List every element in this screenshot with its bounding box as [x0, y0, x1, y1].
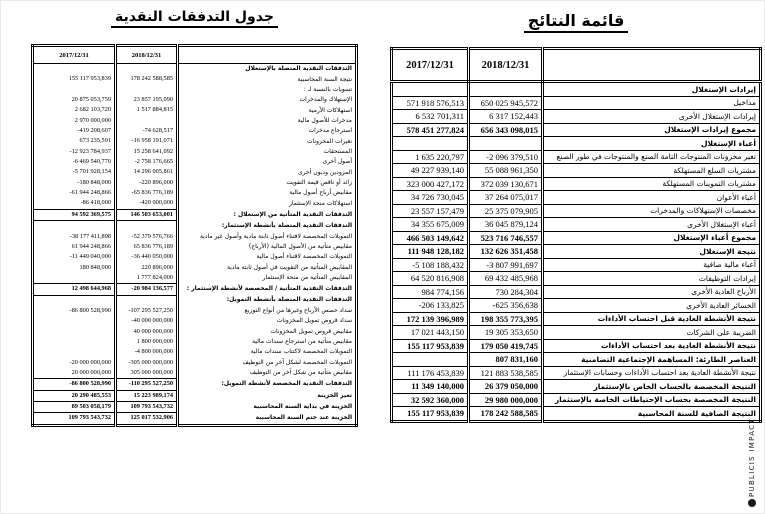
cell-label: التدفقات النقدية المتصلة بأنشطة التمويل: [226, 296, 352, 304]
cell-label: مجموع إيرادات الإستغلال [664, 125, 756, 134]
cell-value-2017: -86 800 528,990 [33, 306, 116, 316]
cashflow-title-text: جدول التدفقات النقدية [111, 9, 278, 28]
table-row [33, 157, 357, 167]
cell-label: مقابيض متأتية من الأصول المالية (الأرباح) [248, 243, 352, 251]
cell-value-2017: 1 635 220,797 [392, 150, 469, 164]
cell-value-2018: 69 432 485,968 [469, 272, 543, 286]
cell-value-2018: 656 343 098,015 [469, 123, 543, 137]
cell-value-2018: -4 800 000,000 [116, 347, 178, 357]
table-row [33, 95, 357, 105]
table-row [33, 198, 357, 209]
income-column-2017: 2017/12/31 [392, 49, 469, 82]
table-row [392, 218, 761, 232]
cell-label: نتيجة الأنشطة العادية بعد احتساب الأداءات [601, 341, 756, 350]
cell-label: تغير مخزونات المنتوجات التامة الصنع والمنتوجات في طور الصنع [556, 152, 756, 161]
cell-value-2017 [33, 85, 116, 95]
table-row [392, 164, 761, 178]
cell-value-2017: 323 000 427,172 [392, 177, 469, 191]
cell-value-2018: 37 264 075,017 [469, 191, 543, 205]
cell-value-2018: 146 503 653,001 [116, 209, 178, 220]
cell-value-2017: 111 176 453,839 [392, 366, 469, 380]
cell-value-2017: -61 944 248,866 [33, 188, 116, 198]
cell-value-2018: -2 758 176,665 [116, 157, 178, 167]
cell-value-2017: 180 848,000 [33, 263, 116, 273]
income-title-text: قائمة النتائج [524, 11, 629, 33]
table-row [33, 263, 357, 273]
cell-label: التدفقات النقدية المتأتية / المخصصة لأنشطة الإستثمار : [186, 285, 352, 293]
cell-value-2017: -6 469 540,770 [33, 157, 116, 167]
cell-value-2018 [116, 85, 178, 95]
table-row [33, 368, 357, 379]
cell-value-2017 [33, 64, 116, 75]
cell-label: زائد أو ناقص قيمة التفويت [286, 178, 352, 186]
cell-label: أعباء مالية صافية [703, 260, 756, 269]
income-header-row [392, 49, 761, 82]
table-row [392, 393, 761, 407]
cell-value-2017: 17 021 443,150 [392, 326, 469, 340]
table-row [33, 306, 357, 316]
cell-value-2017: -419 208,607 [33, 126, 116, 136]
cell-value-2017: 23 557 157,479 [392, 204, 469, 218]
cell-value-2018: 15 223 989,174 [116, 390, 178, 401]
cell-value-2018: -16 958 191,071 [116, 136, 178, 146]
cell-label: المستحقات [323, 147, 352, 155]
cell-label: التدفقات النقدية المخصصة لأنشطة التمويل: [221, 380, 352, 388]
cell-label: الإستهلاك والمدخرات [299, 96, 352, 104]
cell-value-2018: -625 356,638 [469, 299, 543, 313]
cell-value-2018: 132 626 351,458 [469, 245, 543, 259]
cell-value-2018: 109 793 543,732 [116, 402, 178, 413]
table-row [392, 204, 761, 218]
table-row [392, 231, 761, 245]
cell-value-2018: 15 258 641,092 [116, 147, 178, 157]
cell-label: مشتريات التموينات المستهلكة [662, 179, 756, 188]
publicis-impact-brand [748, 411, 760, 497]
cell-value-2018: -20 984 136,577 [116, 284, 178, 295]
table-row [33, 273, 357, 284]
table-row [33, 178, 357, 188]
table-row [33, 316, 357, 326]
cell-value-2018: 125 017 532,906 [116, 413, 178, 425]
cell-value-2018: 26 379 050,000 [469, 380, 543, 394]
cell-label: المزودين وديون أخرى [297, 168, 352, 176]
income-title [390, 11, 762, 30]
cell-value-2017 [392, 353, 469, 367]
cell-label: أعباء الإستغلال [700, 138, 756, 148]
cell-label: تغير الخزينة [317, 391, 352, 399]
cell-value-2017: 94 592 369,575 [33, 209, 116, 220]
cell-value-2018: -65 836 776,189 [116, 188, 178, 198]
cell-value-2017 [33, 327, 116, 337]
cell-label: أعباء الإستغلال الأخرى [687, 219, 756, 229]
cell-label: الخزينة في بداية السنة المحاسبية [253, 403, 352, 411]
cell-value-2017: -11 449 040,000 [33, 252, 116, 262]
cell-value-2018: 650 025 945,572 [469, 96, 543, 110]
cell-value-2018: 198 355 773,395 [469, 312, 543, 326]
cell-label: إيرادات التوظيفات [698, 273, 756, 283]
income-column-2018: 2018/12/31 [469, 49, 543, 82]
cell-value-2018 [469, 137, 543, 151]
cell-value-2018 [116, 295, 178, 306]
cell-value-2017: 2 682 103,720 [33, 105, 116, 115]
cell-value-2017 [33, 273, 116, 284]
cell-label: مخصصات الإستهلاكات والمدخرات [650, 206, 756, 215]
table-row [392, 366, 761, 380]
table-row [392, 245, 761, 259]
cell-label: التدفقات النقدية المتأتية من الإستغلال : [233, 210, 352, 218]
table-row [392, 285, 761, 299]
cell-label: مقابيض متأتية من استرجاع سندات مالية [252, 338, 352, 346]
cell-value-2017 [33, 337, 116, 347]
cashflow-column-2017: 2017/12/31 [33, 46, 116, 64]
cell-label: إيرادات الإستغلال [691, 84, 756, 94]
cell-value-2018: 1 517 884,815 [116, 105, 178, 115]
cell-label: التدفقات النقدية المتصلة بأنشطة الإستثمار: [221, 222, 352, 230]
cell-label: نتيجة الأنشطة العادية قبل احتساب الأداءات [597, 314, 756, 323]
cell-label: التمويلات المخصصة لاقتناء أصول مالية [256, 253, 352, 261]
cell-value-2017: -180 848,000 [33, 178, 116, 188]
table-row [33, 358, 357, 368]
cell-value-2018: 29 980 000,000 [469, 393, 543, 407]
table-row [33, 167, 357, 177]
table-row [33, 116, 357, 126]
cell-value-2018: -74 628,517 [116, 126, 178, 136]
cell-label: النتيجة الصافية للسنة المحاسبية [637, 408, 756, 418]
cell-value-2018: -52 379 576,766 [116, 232, 178, 242]
cell-label: استهلاكات الأرمية [308, 106, 352, 114]
cell-label: المقابيض المتأتية من التفويت في أصول ثابتة مادية [227, 263, 352, 271]
table-row [33, 85, 357, 95]
cell-label: أصول أخرى [322, 158, 352, 166]
cell-value-2018: -2 096 379,510 [469, 150, 543, 164]
table-row [392, 82, 761, 97]
cell-value-2017 [33, 316, 116, 326]
cell-value-2017 [33, 221, 116, 232]
cell-value-2017: 673 235,591 [33, 136, 116, 146]
table-row [33, 402, 357, 413]
cell-value-2017: -12 923 784,937 [33, 147, 116, 157]
table-row [33, 126, 357, 136]
table-row [392, 96, 761, 110]
cell-label: سداد قروض تمويل المخزونات [276, 317, 352, 325]
table-row [392, 123, 761, 137]
cashflow-table [31, 44, 358, 427]
cell-label: التمويلات المخصصة لاكتتاب سندات مالية [250, 348, 352, 356]
cell-label: التدفقات النقدية المتصلة بالإستغلال [245, 65, 352, 73]
cell-label: مدخرات للأصول مالية [297, 116, 352, 124]
cell-value-2017: -5 701 928,154 [33, 167, 116, 177]
cell-value-2017: 61 944 248,866 [33, 242, 116, 252]
table-row [392, 339, 761, 353]
cell-label: تغيرات المخزونات [306, 137, 352, 145]
cell-value-2017: 571 918 576,513 [392, 96, 469, 110]
table-row [33, 221, 357, 232]
cell-label: مقابيض أرباح أصول مالية [289, 189, 352, 197]
table-row [392, 137, 761, 151]
table-row [392, 326, 761, 340]
table-row [33, 337, 357, 347]
cell-label: مجموع أعباء الإستغلال [673, 233, 756, 242]
cell-value-2018: -420 000,000 [116, 198, 178, 209]
table-row [33, 390, 357, 401]
cell-value-2017: 34 355 675,009 [392, 218, 469, 232]
cell-value-2018: -110 295 527,250 [116, 379, 178, 390]
cell-value-2018: 523 716 746,557 [469, 231, 543, 245]
cell-value-2018: -107 295 527,250 [116, 306, 178, 316]
cell-label: مداخيل [733, 98, 756, 107]
table-row [392, 191, 761, 205]
cell-value-2017: 466 503 149,642 [392, 231, 469, 245]
cell-value-2017: 984 774,156 [392, 285, 469, 299]
income-column-label [543, 49, 761, 82]
cell-value-2018: 65 836 776,189 [116, 242, 178, 252]
table-row [33, 136, 357, 146]
cell-label: الضريبة على الشركات [686, 327, 756, 337]
table-row [33, 232, 357, 242]
cell-label: الأرباح العادية الأخرى [691, 287, 756, 296]
cell-label: النتيجة المخصصة بالحساب الخاص بالإستثمار [593, 381, 756, 391]
cell-value-2018: 730 284,304 [469, 285, 543, 299]
cell-value-2018: -305 000 000,000 [116, 358, 178, 368]
cell-value-2018: 40 000 000,000 [116, 327, 178, 337]
table-row [33, 209, 357, 220]
cell-value-2017: 11 349 140,000 [392, 380, 469, 394]
cell-value-2017: 578 451 277,824 [392, 123, 469, 137]
cell-value-2018: 305 000 000,000 [116, 368, 178, 379]
cell-value-2017 [392, 82, 469, 97]
cell-value-2018: -40 000 000,000 [116, 316, 178, 326]
table-row [33, 284, 357, 295]
cell-value-2017 [392, 137, 469, 151]
table-row [392, 299, 761, 313]
cell-value-2018: 55 088 961,350 [469, 164, 543, 178]
cashflow-rows [33, 64, 357, 426]
cell-value-2017: 155 117 953,839 [33, 74, 116, 84]
cell-label: استرجاع مدخرات [308, 127, 352, 135]
cell-value-2018: -3 807 991,697 [469, 258, 543, 272]
table-row [392, 110, 761, 124]
cell-value-2017: 20 000 000,000 [33, 368, 116, 379]
table-row [33, 413, 357, 425]
cell-value-2018: 179 050 419,745 [469, 339, 543, 353]
cell-label: نتيجة الإستغلال [699, 246, 756, 256]
cell-value-2017: 89 503 058,179 [33, 402, 116, 413]
cell-label: استهلاكات منحة الإستثمار [288, 199, 352, 207]
table-row [33, 347, 357, 357]
cell-value-2017: 2 970 000,000 [33, 116, 116, 126]
cell-label: النتيجة المخصصة بحساب الإحتياطات الخاصة بالإستثمار [554, 395, 756, 404]
cell-label: إيرادات الإستغلال الأخرى [678, 111, 756, 121]
cell-label: العناصر الطارئة: المساهمة الإجتماعية التضامنية [581, 354, 756, 364]
cell-value-2018 [469, 82, 543, 97]
cell-value-2017: -20 000 000,000 [33, 358, 116, 368]
cell-label: المقابيض المتأتية من منحة الإستثمار [262, 274, 352, 282]
table-row [33, 64, 357, 75]
cell-label: التمويلات المخصصة لاقتناء أصول ثابتة مادية وأصول غير مادية [199, 232, 352, 240]
cell-label: أعباء الأعوان [716, 192, 756, 202]
cashflow-header-row [33, 46, 357, 64]
cell-value-2018 [116, 64, 178, 75]
cell-value-2017: 6 532 701,311 [392, 110, 469, 124]
cell-value-2018 [116, 221, 178, 232]
table-row [392, 353, 761, 367]
publicis-impact-label: PUBLICIS IMPACT [748, 418, 756, 497]
cell-label: نتيجة الأنشطة العادية بعد احتساب الأداءات وحسابات الإستثمار [563, 368, 756, 377]
cell-value-2018: -36 440 050,000 [116, 252, 178, 262]
cashflow-column-label [178, 46, 357, 64]
table-row [392, 272, 761, 286]
cashflow-title [31, 9, 358, 25]
cell-label: الخسائر العادية الأخرى [686, 300, 756, 310]
table-row [33, 295, 357, 306]
income-rows [392, 82, 761, 422]
cell-label: مشتريات السلع المستهلكة [673, 165, 756, 175]
cell-value-2017: 49 227 939,140 [392, 164, 469, 178]
cell-label: مقابيض متأتية من شكل آخر من التوظيف [249, 369, 352, 377]
cell-value-2017: 172 139 396,989 [392, 312, 469, 326]
cell-value-2017: 111 948 128,182 [392, 245, 469, 259]
table-row [33, 188, 357, 198]
cashflow-column-2018: 2018/12/31 [116, 46, 178, 64]
table-row [33, 327, 357, 337]
publicis-circle-icon [748, 499, 756, 507]
cell-value-2018: 121 883 538,585 [469, 366, 543, 380]
table-row [33, 242, 357, 252]
cell-value-2018: 19 305 353,650 [469, 326, 543, 340]
table-row [392, 177, 761, 191]
cell-value-2018: 178 242 588,585 [116, 74, 178, 84]
cell-label: التمويلات المخصصة لشكل آخر من التوظيف [242, 358, 352, 366]
table-row [392, 380, 761, 394]
cell-label: تسويات بالنسبة لـ : [303, 85, 352, 93]
cell-value-2017: 64 520 816,908 [392, 272, 469, 286]
cell-label: الخزينة عند ختم السنة المحاسبية [255, 414, 352, 422]
table-row [33, 74, 357, 84]
cell-value-2017: 109 793 543,732 [33, 413, 116, 425]
cell-value-2017: 155 117 953,839 [392, 339, 469, 353]
cell-value-2017: -86 800 528,990 [33, 379, 116, 390]
table-row [392, 150, 761, 164]
table-row [33, 252, 357, 262]
cell-label: سداد حصص الأرباح وغيرها من أنواع التوزيع [244, 307, 352, 315]
cell-value-2017: -5 108 188,432 [392, 258, 469, 272]
table-row [392, 258, 761, 272]
table-row [392, 407, 761, 422]
income-table [390, 47, 762, 423]
cell-value-2017: -38 177 411,898 [33, 232, 116, 242]
table-row [33, 379, 357, 390]
cell-value-2018: 14 296 005,861 [116, 167, 178, 177]
cell-value-2017: 20 875 053,759 [33, 95, 116, 105]
cell-value-2018: 25 375 079,905 [469, 204, 543, 218]
cell-value-2018: 36 045 879,124 [469, 218, 543, 232]
cell-label: نتيجة السنة المحاسبية [297, 75, 352, 83]
cell-value-2018 [116, 116, 178, 126]
cell-value-2018: 23 857 195,090 [116, 95, 178, 105]
cell-value-2018: 1 777 824,000 [116, 273, 178, 284]
cell-value-2018: 807 831,160 [469, 353, 543, 367]
cell-value-2017: -206 133,825 [392, 299, 469, 313]
cell-label: مقابيض قروض تمويل المخزونات [270, 327, 352, 335]
cell-value-2018: -220 896,000 [116, 178, 178, 188]
cell-value-2018: 6 317 152,443 [469, 110, 543, 124]
cell-value-2018: 178 242 588,585 [469, 407, 543, 422]
cell-value-2017: 20 290 485,553 [33, 390, 116, 401]
table-row [33, 105, 357, 115]
cell-value-2018: 1 800 000,000 [116, 337, 178, 347]
cell-value-2017: 155 117 953,839 [392, 407, 469, 422]
cell-value-2017: -86 418,000 [33, 198, 116, 209]
cell-value-2018: 220 896,000 [116, 263, 178, 273]
cell-value-2017 [33, 295, 116, 306]
cell-value-2018: 372 039 130,671 [469, 177, 543, 191]
table-row [33, 147, 357, 157]
cell-value-2017 [33, 347, 116, 357]
cell-value-2017: 32 592 360,000 [392, 393, 469, 407]
cell-value-2017: 12 498 644,968 [33, 284, 116, 295]
table-row [392, 312, 761, 326]
cell-value-2017: 34 726 730,045 [392, 191, 469, 205]
